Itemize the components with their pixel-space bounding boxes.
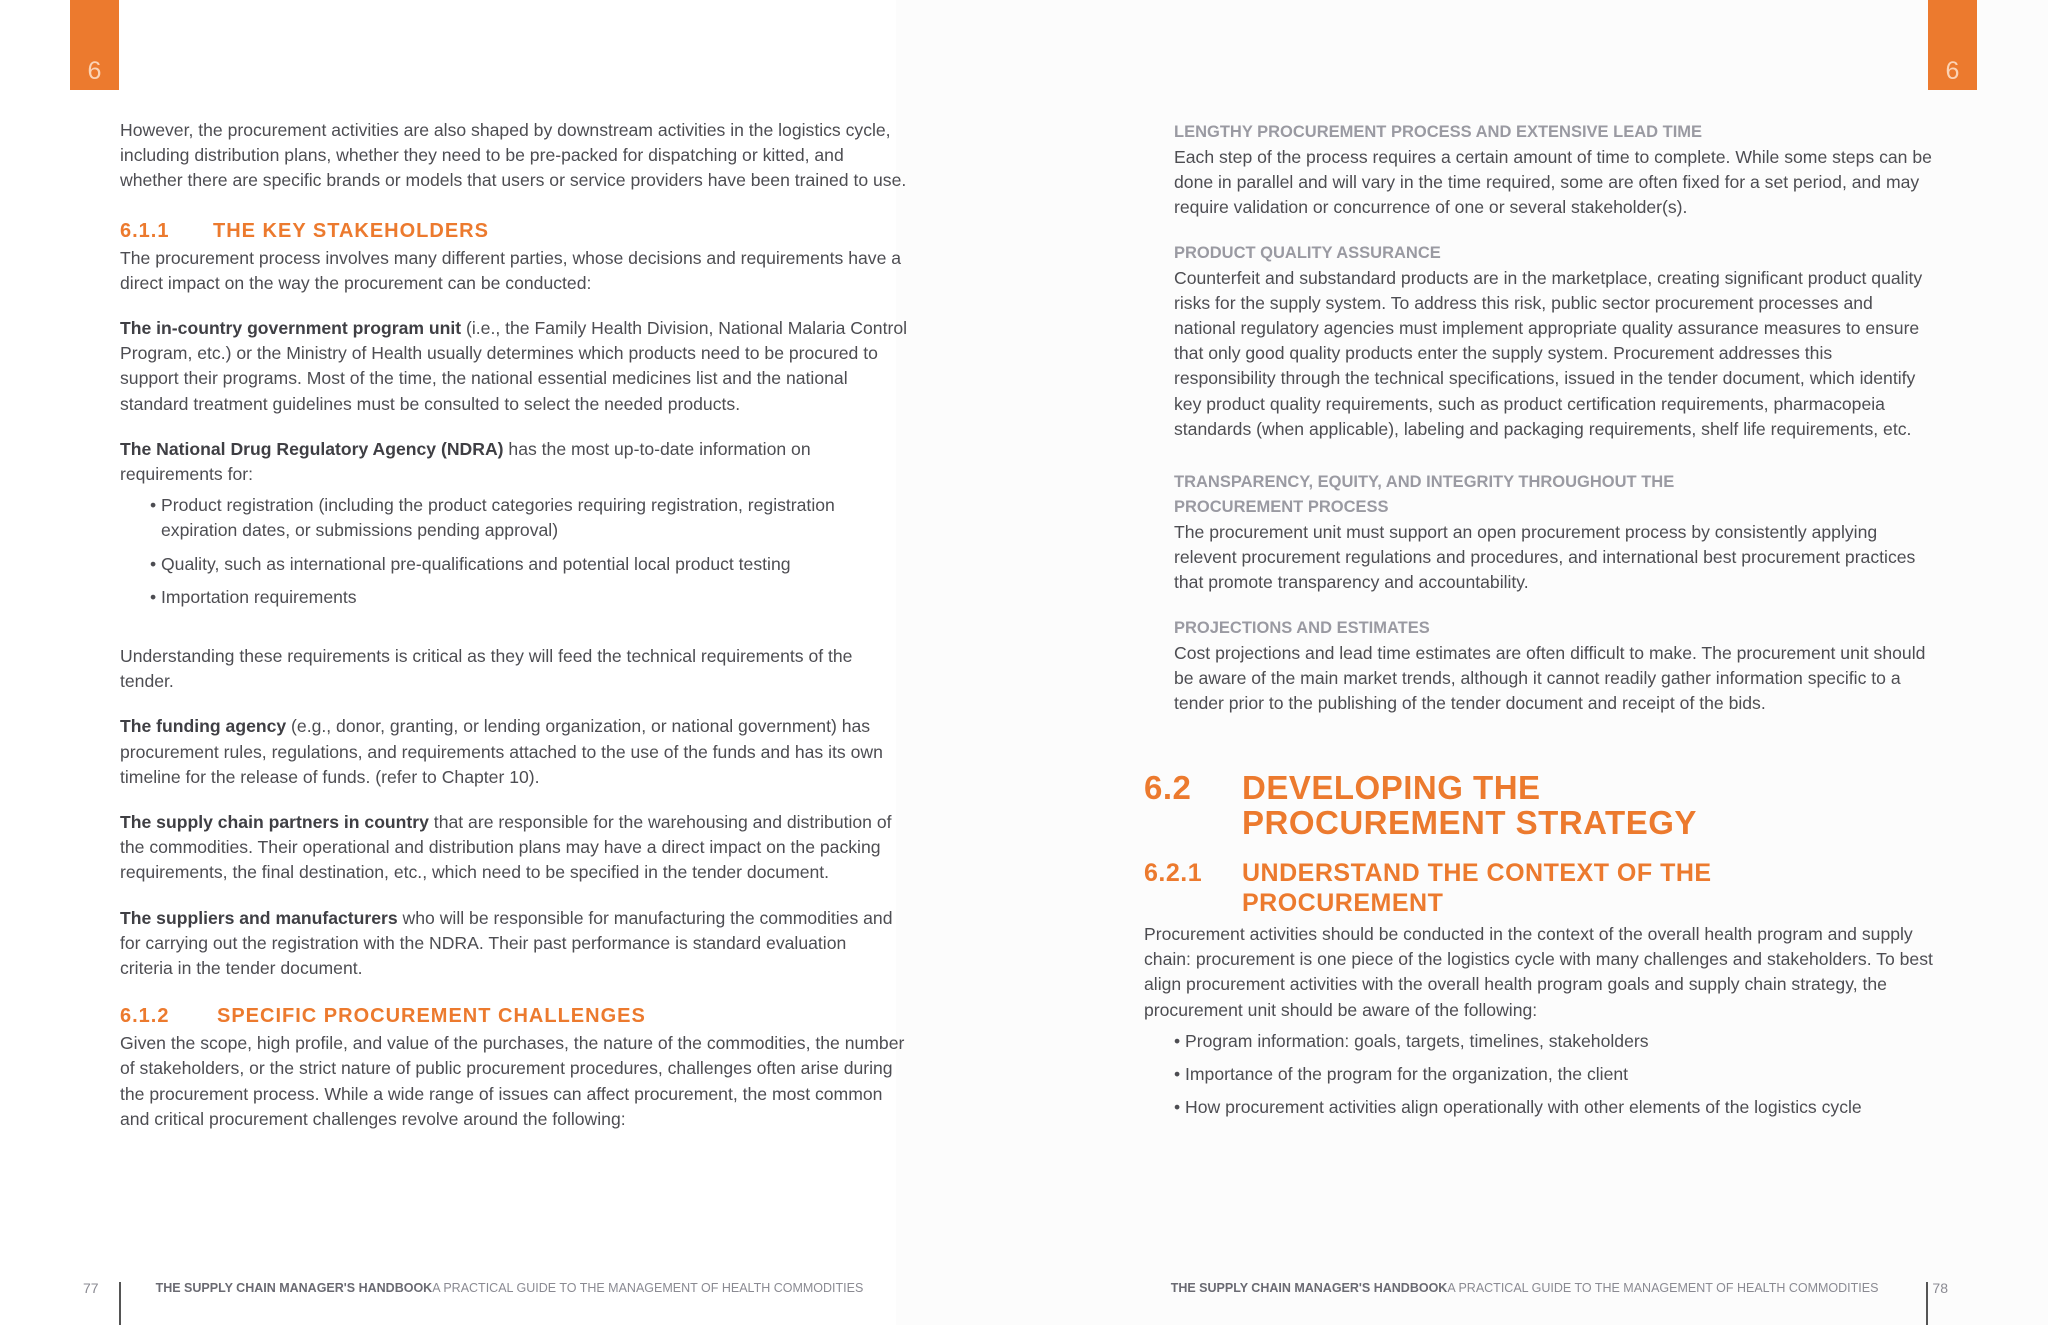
footer-book-subtitle: A PRACTICAL GUIDE TO THE MANAGEMENT OF HEALTH COMMODITIES [1447, 1281, 1879, 1295]
footer-divider-right [1926, 1282, 1928, 1325]
quality-heading: PRODUCT QUALITY ASSURANCE [1174, 243, 1441, 262]
gov-term: The in-country government program unit [120, 318, 462, 339]
heading-title: THE KEY STAKEHOLDERS [213, 219, 489, 242]
heading-6-2-1 [1144, 858, 1944, 918]
list-item: • Product registration (including the product categories requiring registration, registration expiration dates, or submissions pending approval) [150, 493, 880, 543]
footer-book-title: THE SUPPLY CHAIN MANAGER'S HANDBOOK [155, 1281, 433, 1295]
heading-number: 6.2.1 [1144, 859, 1203, 887]
right-column [1174, 120, 1934, 736]
heading-number: 6.2 [1144, 769, 1192, 806]
supply-term: The supply chain partners in country [120, 812, 429, 833]
page-number-left: 77 [83, 1280, 99, 1296]
transparency-heading-line1: TRANSPARENCY, EQUITY, AND INTEGRITY THROUGHOUT THE [1174, 473, 1675, 492]
transparency-heading-line2: PROCUREMENT PROCESS [1174, 498, 1389, 517]
projections-paragraph: Cost projections and lead time estimates are often difficult to make. The procurement unit should be aware of the main market trends, although it cannot readily gather information specific to a tender prior to the publishing of the tender document and receipt of the bids. [1174, 642, 1926, 714]
gov-text: (i.e., the Family Health Division, National Malaria Control Program, etc.) or the Ministry of Health usually determines which products need to be procured to support their programs. Most of the time, the national essential medicines list and the national standard treatment guidelines must be consulted to select the needed products. [120, 318, 908, 414]
heading-title-line1: UNDERSTAND THE CONTEXT OF THE [1242, 859, 1712, 887]
list-item: • How procurement activities align operationally with other elements of the logistics cycle [1174, 1095, 1944, 1120]
funding-term: The funding agency [120, 716, 287, 737]
heading-title [1242, 858, 1712, 918]
left-column [120, 118, 910, 1152]
page-number-right: 78 [1932, 1280, 1948, 1296]
heading-6-2 [1144, 770, 1944, 840]
heading-title-line2: PROCUREMENT STRATEGY [1242, 804, 1697, 841]
suppliers-term: The suppliers and manufacturers [120, 907, 398, 928]
lengthy-heading: LENGTHY PROCUREMENT PROCESS AND EXTENSIVE LEAD TIME [1174, 123, 1703, 141]
quality-paragraph: Counterfeit and substandard products are in the marketplace, creating significant product quality risks for the supply system. To address this risk, public sector procurement processes and national regulatory agencies must implement appropriate quality assurance measures to ensure that only good quality products enter the supply system. Procurement addresses this responsibility through the technical specifications, issued in the tender document, which identify key product quality requirements, such as product certification requirements, pharmacopeia standards (when applicable), labeling and packaging requirements, shelf life requirements, etc. [1174, 267, 1923, 439]
heading-number: 6.1.2 [120, 1005, 170, 1028]
footer-divider-left [119, 1282, 121, 1325]
funding-paragraph [120, 714, 900, 790]
heading-6-1-1 [120, 216, 910, 246]
heading-6-1-2 [120, 1001, 910, 1031]
footer-book-title: THE SUPPLY CHAIN MANAGER'S HANDBOOK [1170, 1281, 1448, 1295]
list-item: • Program information: goals, targets, timelines, stakeholders [1174, 1029, 1944, 1054]
section-6-2 [1144, 770, 1944, 1140]
list-item: • Importation requirements [150, 585, 880, 610]
projections-heading: PROJECTIONS AND ESTIMATES [1174, 618, 1430, 637]
understanding-paragraph: Understanding these requirements is critical as they will feed the technical requirements of the tender. [120, 646, 853, 692]
heading-title: SPECIFIC PROCUREMENT CHALLENGES [217, 1005, 646, 1028]
chapter-tab-right: 6 [1928, 0, 1977, 90]
ndra-text: has the most up-to-date information on requirements for: [120, 438, 811, 485]
transparency-paragraph: The procurement unit must support an open procurement process by consistently applying relevent procurement regulations and procedures, and international best procurement practices that promote transparency and accountability. [1174, 522, 1916, 593]
context-list [1144, 1029, 1944, 1121]
list-item: • Importance of the program for the organization, the client [1174, 1062, 1944, 1087]
ndra-list [120, 493, 880, 610]
intro-paragraph: However, the procurement activities are also shaped by downstream activities in the logistics cycle, including distribution plans, whether they need to be pre-packed for dispatching or kitted, and whether there are specific brands or models that users or service providers have been trained to use. [120, 120, 907, 191]
suppliers-paragraph [120, 906, 900, 982]
lengthy-paragraph: Each step of the process requires a certain amount of time to complete. While some steps can be done in parallel and will vary in the time required, some are often fixed for a set period, and may require validation or concurrence of one or several stakeholder(s). [1174, 147, 1932, 218]
ndra-paragraph [120, 437, 910, 487]
gov-paragraph [120, 316, 910, 417]
footer-right [1171, 1280, 1948, 1296]
heading-title-line1: DEVELOPING THE [1242, 769, 1541, 806]
stakeholders-intro: The procurement process involves many different parties, whose decisions and requirements have a direct impact on the way the procurement can be conducted: [120, 247, 902, 293]
heading-number: 6.1.1 [120, 219, 170, 242]
list-item: • Quality, such as international pre-qualifications and potential local product testing [150, 552, 880, 577]
context-paragraph: Procurement activities should be conducted in the context of the overall health program and supply chain: procurement is one piece of the logistics cycle with many challenges and stakeholders. To best align procurement activities with the overall health program goals and supply chain strategy, the procurement unit should be aware of the following: [1144, 924, 1933, 1020]
supply-paragraph [120, 810, 900, 886]
heading-title-line2: PROCUREMENT [1242, 889, 1444, 917]
footer-left [83, 1280, 863, 1296]
heading-title [1242, 770, 1697, 840]
suppliers-text: who will be responsible for manufacturing the commodities and for carrying out the registration with the NDRA. Their past performance is standard evaluation criteria in the tender document. [120, 907, 893, 979]
ndra-term: The National Drug Regulatory Agency (NDRA) [120, 438, 504, 459]
chapter-tab-left: 6 [70, 0, 119, 90]
supply-text: that are responsible for the warehousing and distribution of the commodities. Their operational and distribution plans may have a direct impact on the packing requirements, the final destination, etc., which need to be specified in the tender document. [120, 812, 892, 883]
footer-book-subtitle: A PRACTICAL GUIDE TO THE MANAGEMENT OF HEALTH COMMODITIES [432, 1281, 864, 1295]
funding-text: (e.g., donor, granting, or lending organization, or national government) has procurement rules, regulations, and requirements attached to the use of the funds and has its own timeline for the release of funds. (refer to Chapter 10). [120, 716, 883, 787]
challenges-paragraph: Given the scope, high profile, and value of the purchases, the nature of the commodities, the number of stakeholders, or the strict nature of public procurement procedures, challenges often arise during the procurement process. While a wide range of issues can affect procurement, the most common and critical procurement challenges revolve around the following: [120, 1033, 905, 1129]
